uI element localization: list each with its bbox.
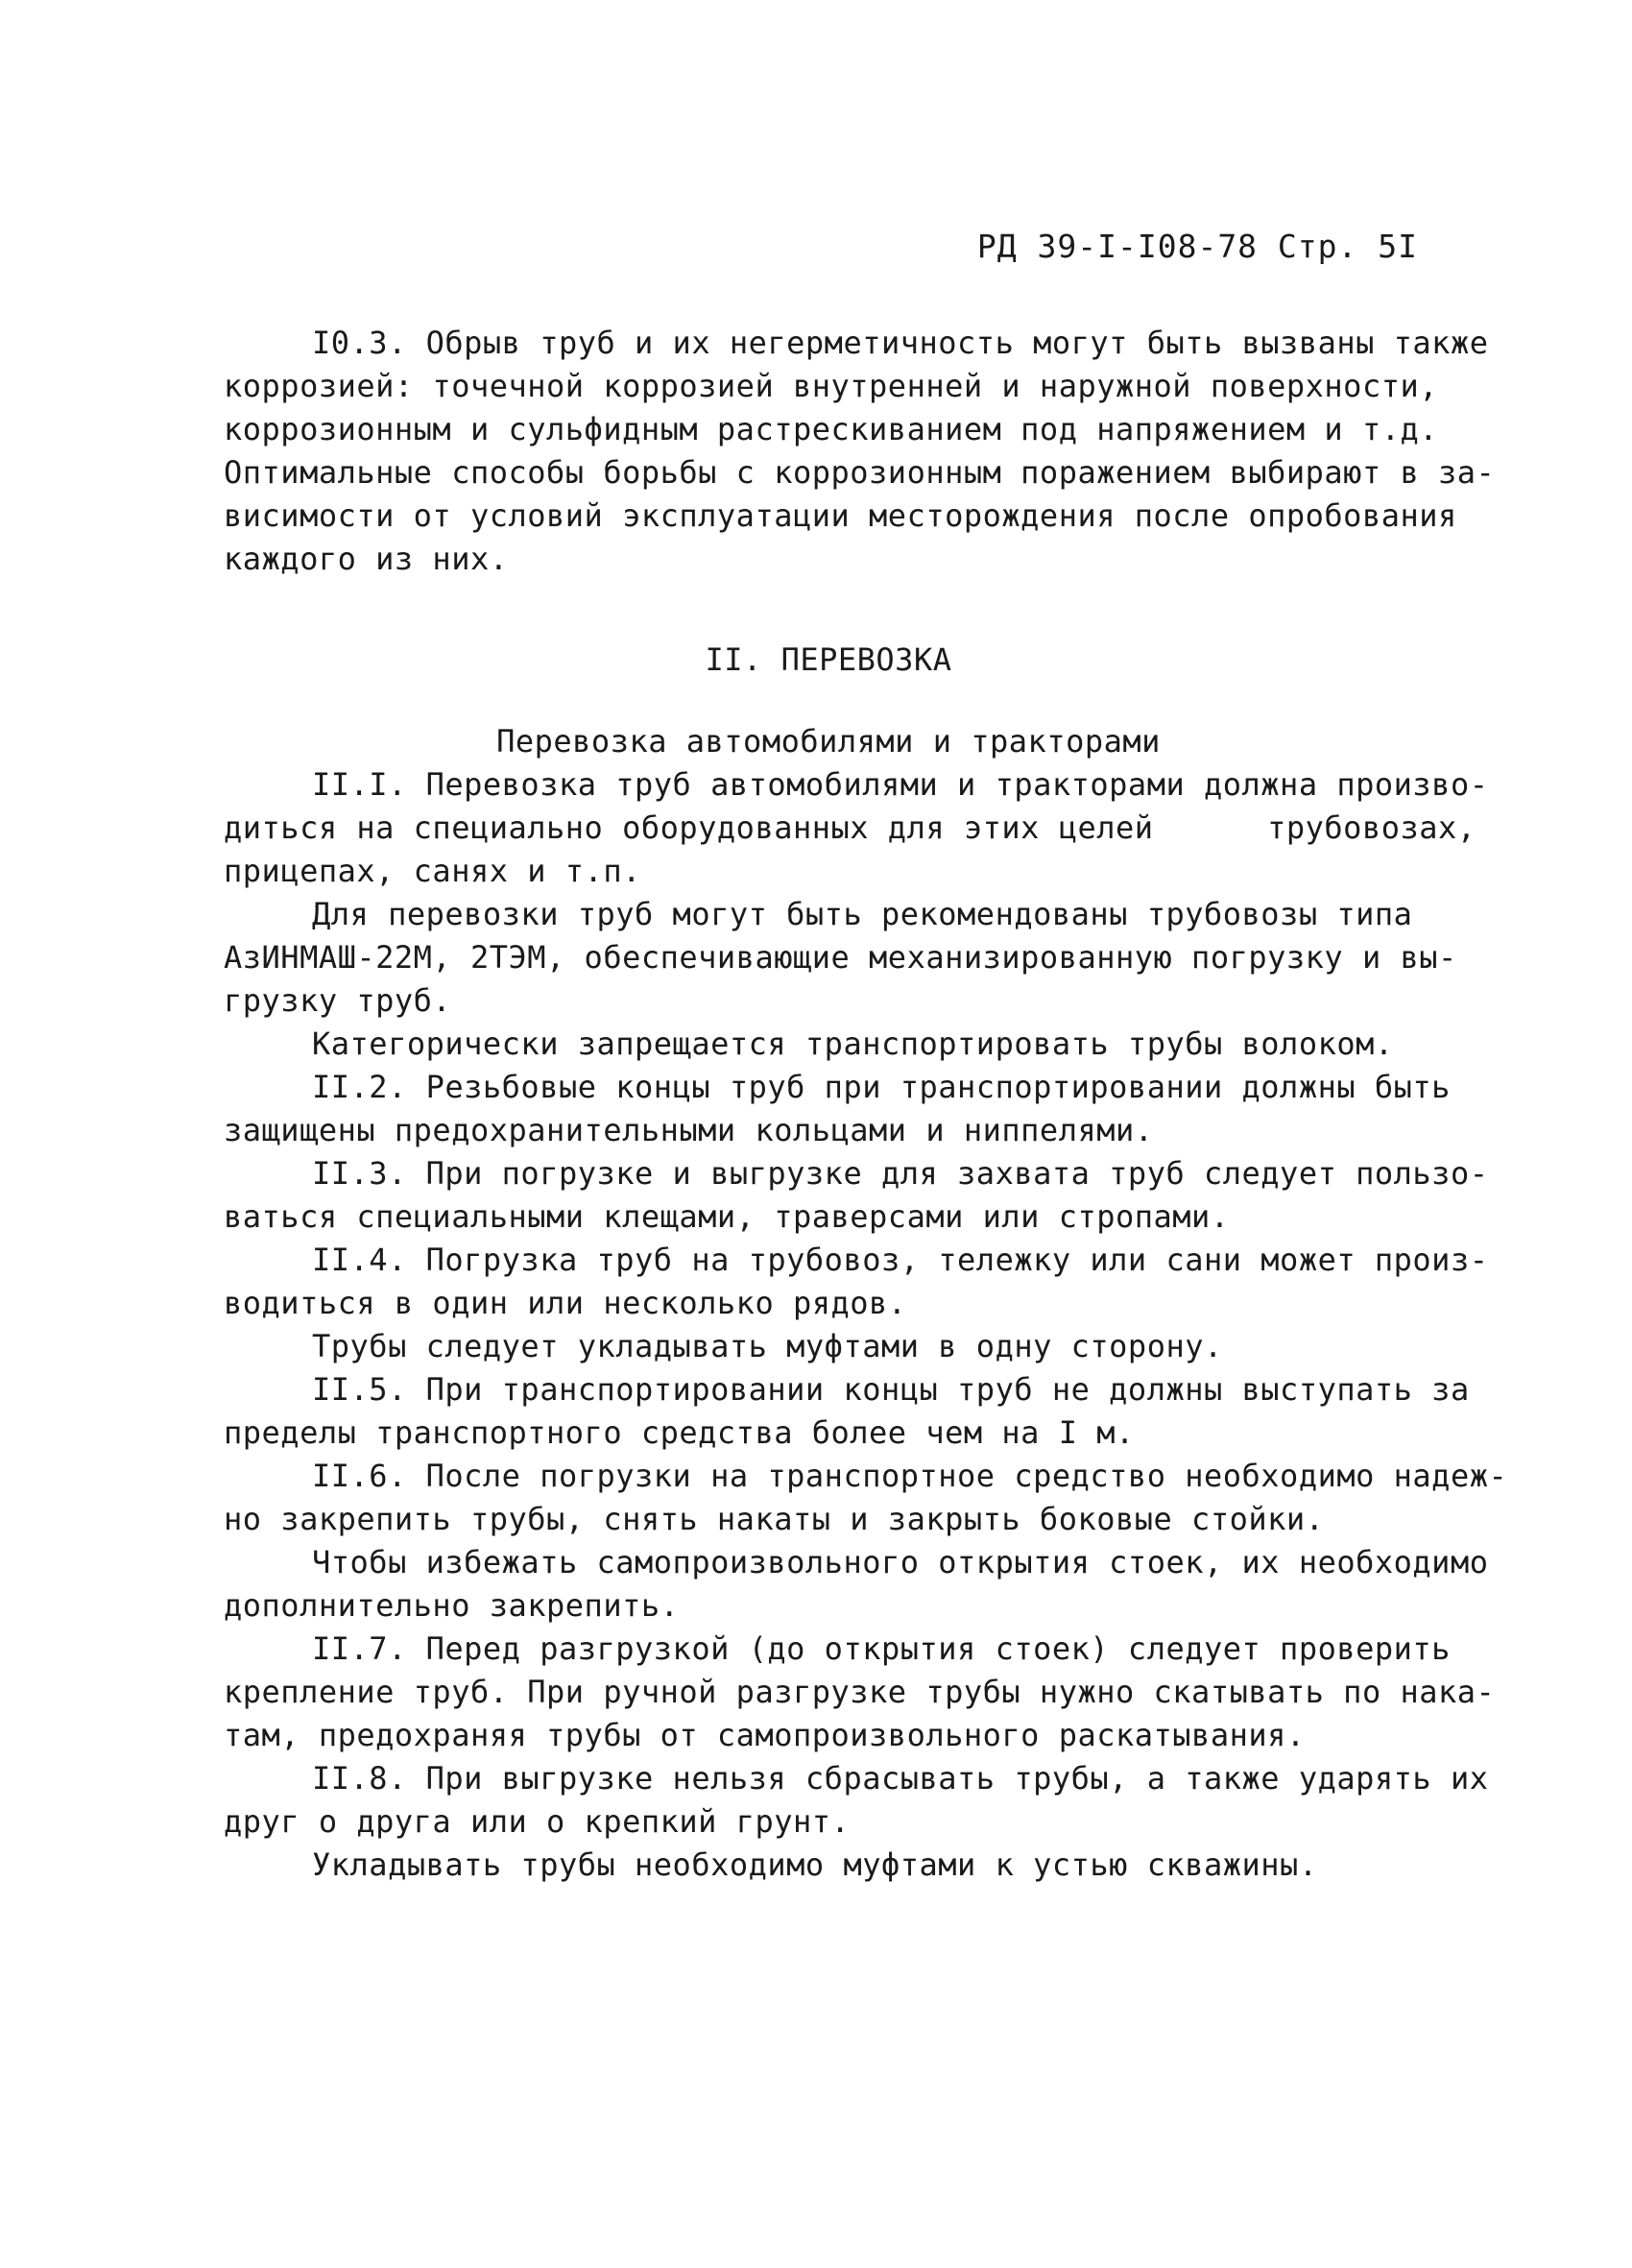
text-line: ваться специальными клещами, траверсами или стропами. [224, 1198, 1230, 1235]
paragraph [224, 1239, 1489, 1325]
paragraph [224, 1757, 1489, 1844]
text-line: II.8. При выгрузке нельзя сбрасывать трубы, а также ударять их [312, 1760, 1489, 1797]
document-body [224, 322, 1508, 1887]
text-line: Укладывать трубы необходимо муфтами к устью скважины. [312, 1846, 1318, 1883]
paragraph [224, 1023, 1433, 1066]
text-line: там, предохраняя трубы от самопроизвольного раскатывания. [224, 1717, 1306, 1753]
text-line: Категорически запрещается транспортировать трубы волоком. [312, 1025, 1394, 1062]
text-line: Для перевозки труб могут быть рекомендованы трубовозы типа [312, 896, 1413, 932]
paragraph [224, 893, 1457, 1023]
paragraph [224, 1628, 1496, 1757]
paragraph [224, 1066, 1451, 1152]
text-line: крепление труб. При ручной разгрузке трубы нужно скатывать по нака- [224, 1674, 1496, 1710]
text-line: водиться в один или несколько рядов. [224, 1285, 907, 1321]
text-line: дополнительно закрепить. [224, 1587, 680, 1624]
text-line: II.2. Резьбовые концы труб при транспортировании должны быть [312, 1069, 1451, 1105]
text-line: II.3. При погрузке и выгрузке для захвата труб следует пользо- [312, 1155, 1489, 1192]
text-line: коррозионным и сульфидным растрескиванием под напряжением и т.д. [224, 411, 1438, 447]
section-title: II. ПЕРЕВОЗКА [705, 641, 952, 678]
text-line: грузку труб. [224, 982, 452, 1019]
text-line: II.4. Погрузка труб на трубовоз, тележку или сани может произ- [312, 1242, 1489, 1278]
paragraph [224, 1325, 1433, 1368]
text-line: II.6. После погрузки на транспортное средство необходимо надеж- [312, 1458, 1508, 1494]
paragraph [224, 763, 1489, 893]
paragraph [224, 1152, 1489, 1239]
paragraph [224, 1844, 1433, 1887]
text-line: Трубы следует укладывать муфтами в одну сторону. [312, 1328, 1223, 1364]
paragraph [224, 1455, 1508, 1541]
paragraph-list [224, 763, 1508, 1887]
text-line: коррозией: точечной коррозией внутренней и наружной поверхности, [224, 368, 1438, 404]
paragraph-10-3 [224, 322, 1496, 581]
text-line: пределы транспортного средства более чем на I м. [224, 1414, 1135, 1451]
text-line: висимости от условий эксплуатации месторождения после опробования [224, 497, 1457, 534]
section-subtitle: Перевозка автомобилями и тракторами [496, 723, 1161, 760]
text-line: диться на специально оборудованных для этих целей трубовозах, [224, 809, 1476, 846]
page-header: РД 39-I-I08-78 Стр. 5I [976, 228, 1418, 265]
text-line: Чтобы избежать самопроизвольного открытия стоек, их необходимо [312, 1544, 1489, 1580]
text-line: но закрепить трубы, снять накаты и закрыть боковые стойки. [224, 1501, 1325, 1537]
text-line: АзИНМАШ-22М, 2ТЭМ, обеспечивающие механизированную погрузку и вы- [224, 939, 1457, 976]
text-line: прицепах, санях и т.п. [224, 853, 641, 889]
text-line: защищены предохранительными кольцами и ниппелями. [224, 1112, 1154, 1148]
paragraph [224, 1541, 1489, 1628]
text-line: I0.3. Обрыв труб и их негерметичность могут быть вызваны также [312, 325, 1489, 361]
text-line: друг о друга или о крепкий грунт. [224, 1803, 851, 1840]
text-line: каждого из них. [224, 541, 509, 577]
text-line: II.5. При транспортировании концы труб не должны выступать за [312, 1371, 1470, 1408]
text-line: II.7. Перед разгрузкой (до открытия стоек) следует проверить [312, 1630, 1451, 1667]
text-line: II.I. Перевозка труб автомобилями и тракторами должна произво- [312, 766, 1489, 803]
text-line: Оптимальные способы борьбы с коррозионным поражением выбирают в за- [224, 454, 1496, 491]
paragraph [224, 1368, 1470, 1455]
